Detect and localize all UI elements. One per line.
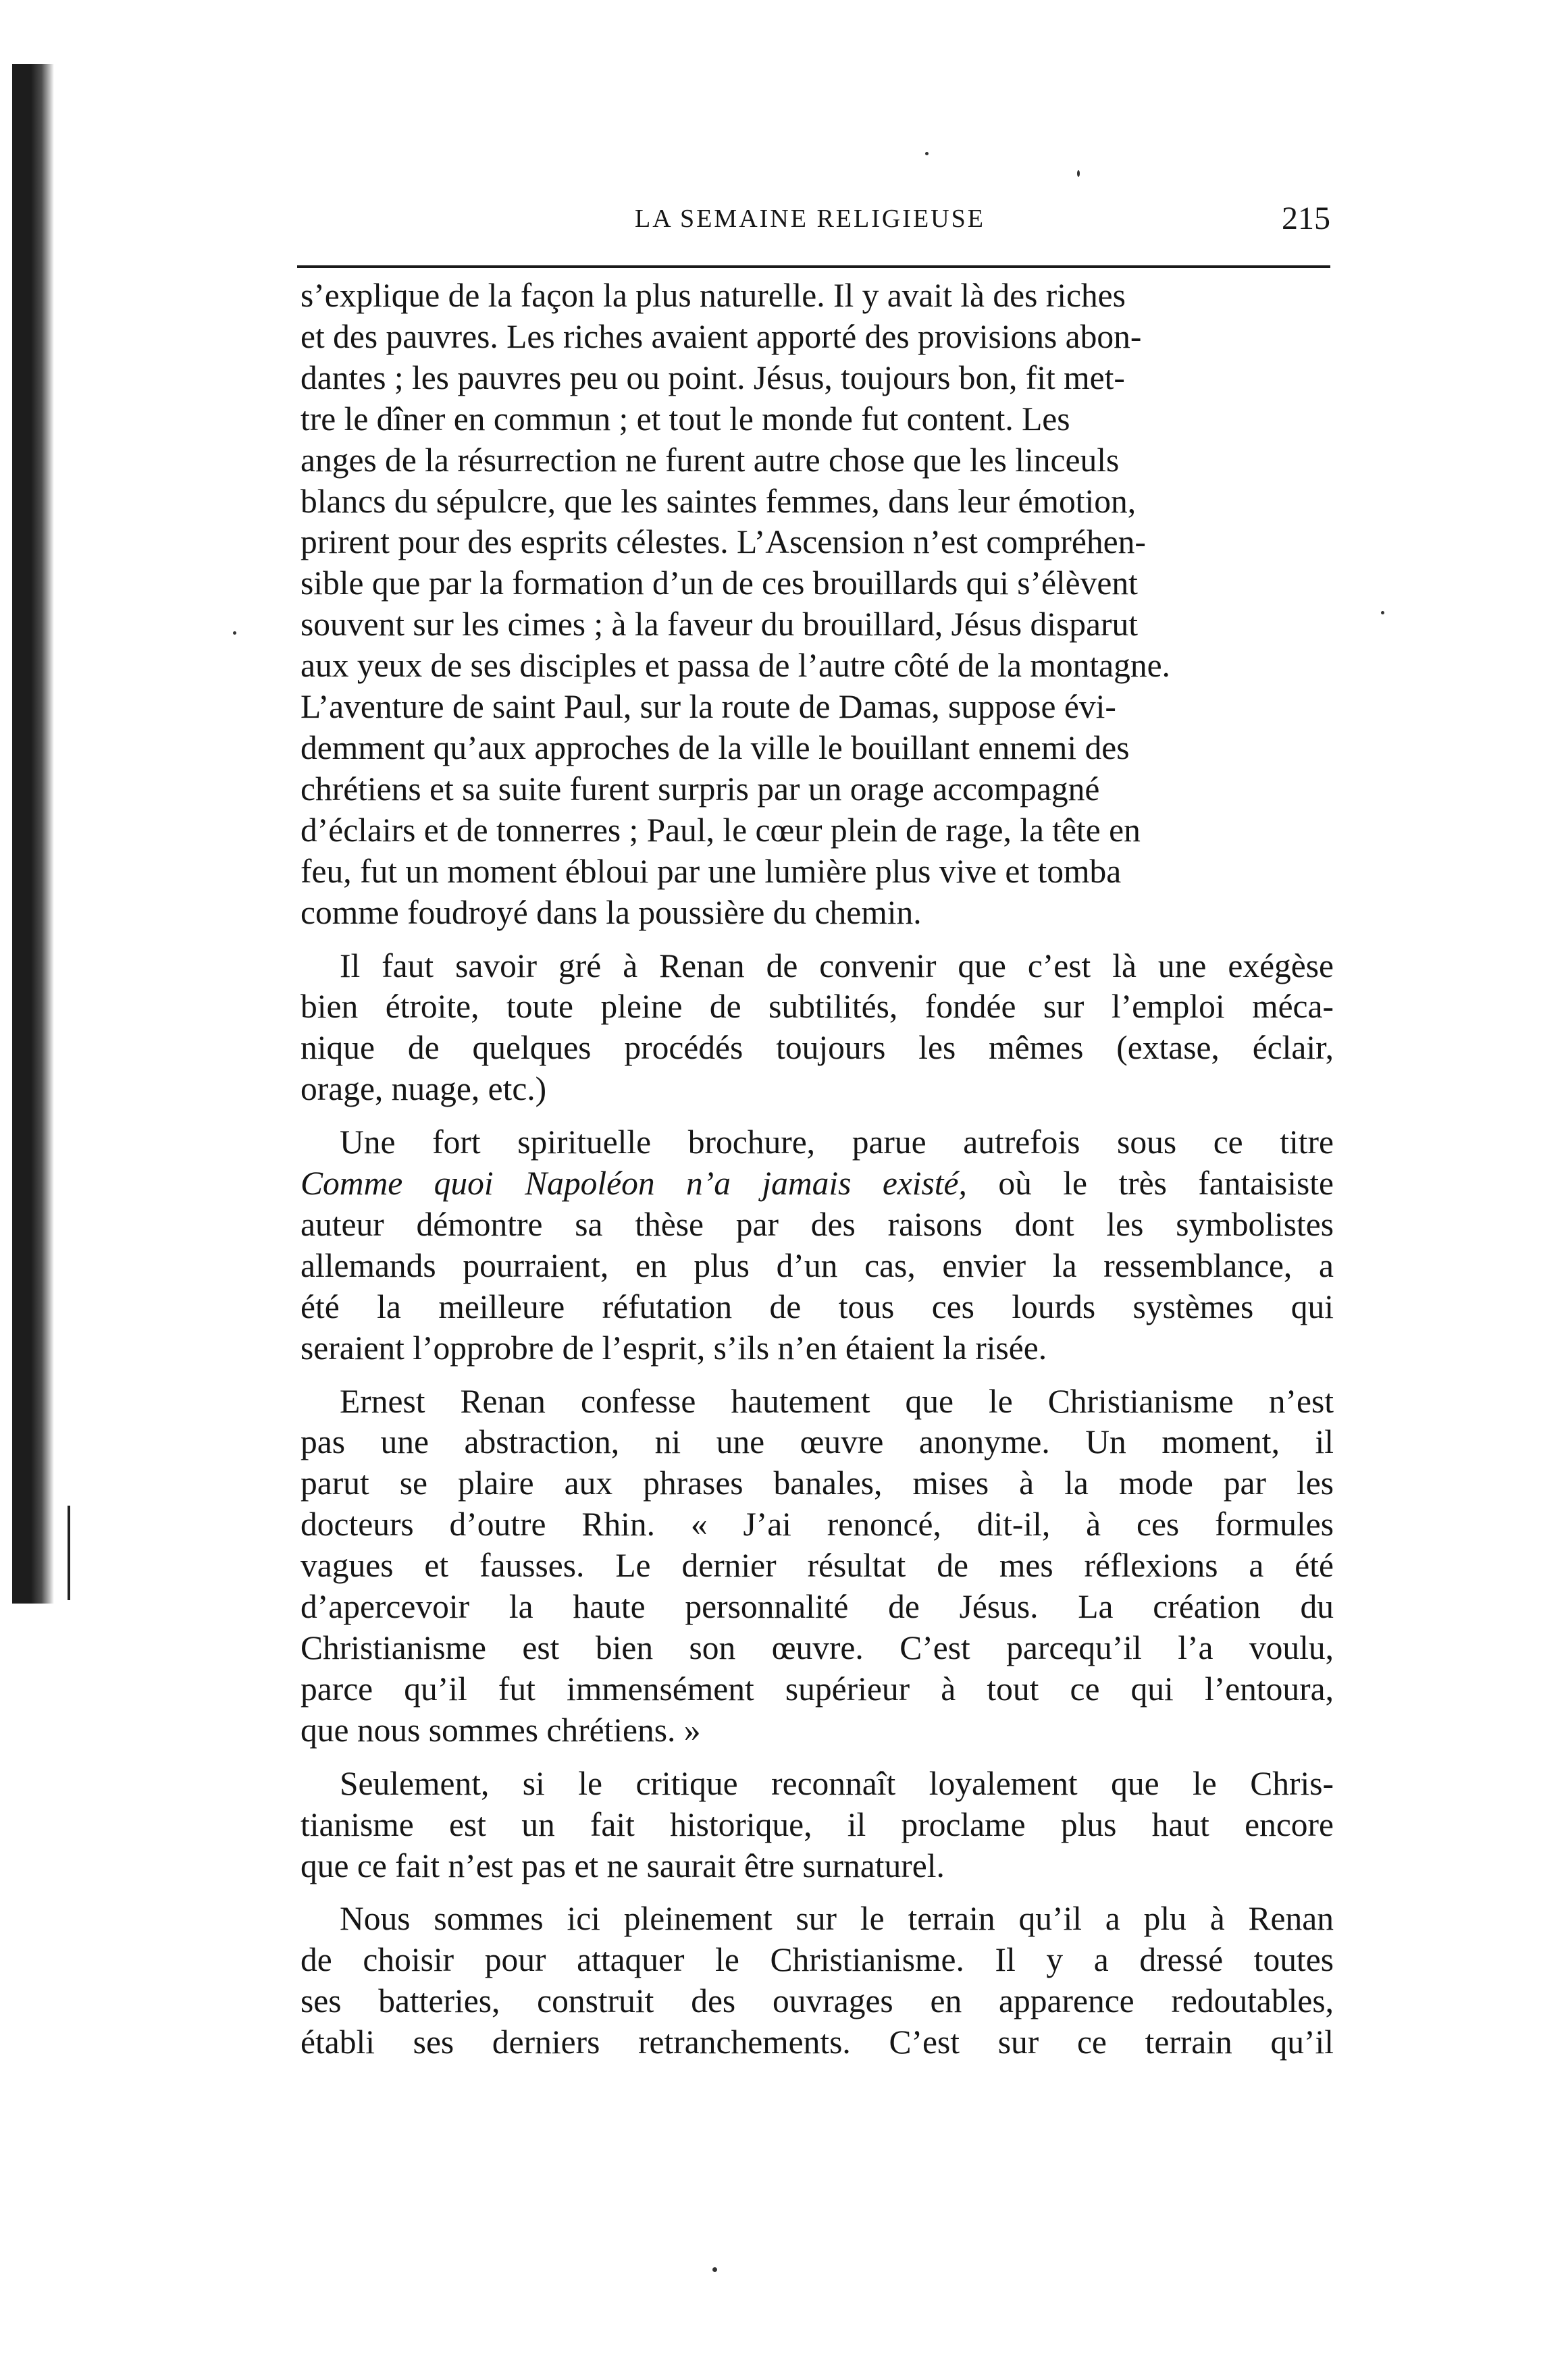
- text-line: d’éclairs et de tonnerres ; Paul, le cœur plein de rage, la tête en: [301, 811, 1141, 849]
- text-line: blancs du sépulcre, que les saintes femmes, dans leur émotion,: [301, 482, 1137, 520]
- text-line: bien étroite, toute pleine de subtilités, fondée sur l’emploi méca-: [301, 988, 1334, 1026]
- book-title: Comme quoi Napoléon n’a jamais existé,: [301, 1165, 967, 1202]
- text-line: que nous sommes chrétiens. »: [301, 1711, 701, 1749]
- scan-edge-mark: [68, 1506, 70, 1600]
- scan-speck: [1077, 170, 1080, 177]
- scan-edge-shadow: [12, 64, 54, 1604]
- paragraph-3: [301, 1122, 1334, 1369]
- scan-speck: [1381, 611, 1384, 614]
- text-line: allemands pourraient, en plus d’un cas, envier la ressemblance, a: [301, 1246, 1334, 1284]
- text-line: feu, fut un moment ébloui par une lumière plus vive et tomba: [301, 852, 1122, 890]
- paragraph-4: [301, 1381, 1334, 1751]
- text-line: orage, nuage, etc.): [301, 1070, 547, 1108]
- text-line: souvent sur les cimes ; à la faveur du brouillard, Jésus disparut: [301, 606, 1138, 643]
- text-line: demment qu’aux approches de la ville le bouillant ennemi des: [301, 729, 1130, 766]
- text-line: Une fort spirituelle brochure, parue autrefois sous ce titre: [340, 1123, 1334, 1161]
- text-line: Il faut savoir gré à Renan de convenir que c’est là une exégèse: [340, 947, 1334, 984]
- text-line: vagues et fausses. Le dernier résultat de mes réflexions a été: [301, 1547, 1334, 1585]
- text-fragment: où le très fantaisiste: [966, 1165, 1334, 1202]
- text-line: chrétiens et sa suite furent surpris par un orage accompagné: [301, 770, 1100, 808]
- text-line: ses batteries, construit des ouvrages en apparence redoutables,: [301, 1982, 1334, 2020]
- page-header: [297, 201, 1330, 244]
- text-line: été la meilleure réfutation de tous ces lourds systèmes qui: [301, 1288, 1334, 1325]
- text-line: pas une abstraction, ni une œuvre anonyme. Un moment, il: [301, 1423, 1334, 1461]
- paragraph-2: [301, 946, 1334, 1111]
- text-line: Nous sommes ici pleinement sur le terrain qu’il a plu à Renan: [340, 1900, 1334, 1938]
- text-line: et des pauvres. Les riches avaient apporté des provisions abon-: [301, 317, 1142, 355]
- text-line: anges de la résurrection ne furent autre chose que les linceuls: [301, 441, 1120, 479]
- text-line: nique de quelques procédés toujours les mêmes (extase, éclair,: [301, 1029, 1334, 1067]
- scan-speck: [233, 631, 236, 635]
- text-line: tre le dîner en commun ; et tout le monde fut content. Les: [301, 400, 1070, 438]
- paragraph-5: [301, 1764, 1334, 1887]
- paragraph-6: [301, 1899, 1334, 2063]
- text-line: de choisir pour attaquer le Christianisme. Il y a dressé toutes: [301, 1941, 1334, 1979]
- page-body: [301, 275, 1334, 2063]
- text-line: d’apercevoir la haute personnalité de Jésus. La création du: [301, 1588, 1334, 1626]
- header-rule: [297, 265, 1330, 268]
- scan-speck: [925, 152, 929, 155]
- page-number: 215: [1282, 201, 1330, 236]
- text-line: sible que par la formation d’un de ces brouillards qui s’élèvent: [301, 564, 1138, 602]
- text-line: s’explique de la façon la plus naturelle. Il y avait là des riches: [301, 277, 1126, 314]
- text-line: Ernest Renan confesse hautement que le Christianisme n’est: [340, 1382, 1334, 1420]
- text-line: [301, 1163, 1334, 1205]
- text-line: docteurs d’outre Rhin. « J’ai renoncé, dit-il, à ces formules: [301, 1506, 1334, 1543]
- text-line: prirent pour des esprits célestes. L’Ascension n’est compréhen-: [301, 523, 1146, 561]
- paragraph-1: [301, 275, 1334, 934]
- text-line: que ce fait n’est pas et ne saurait être surnaturel.: [301, 1847, 945, 1884]
- text-line: dantes ; les pauvres peu ou point. Jésus, toujours bon, fit met-: [301, 359, 1125, 396]
- text-line: tianisme est un fait historique, il proclame plus haut encore: [301, 1805, 1334, 1843]
- text-line: Christianisme est bien son œuvre. C’est parcequ’il l’a voulu,: [301, 1629, 1334, 1666]
- running-head: LA SEMAINE RELIGIEUSE: [635, 205, 985, 233]
- text-line: seraient l’opprobre de l’esprit, s’ils n’en étaient la risée.: [301, 1329, 1047, 1367]
- text-line: comme foudroyé dans la poussière du chemin.: [301, 893, 922, 931]
- text-line: Seulement, si le critique reconnaît loyalement que le Chris-: [340, 1764, 1334, 1802]
- text-line: parut se plaire aux phrases banales, mises à la mode par les: [301, 1464, 1334, 1502]
- text-line: aux yeux de ses disciples et passa de l’autre côté de la montagne.: [301, 647, 1170, 685]
- text-line: établi ses derniers retranchements. C’est sur ce terrain qu’il: [301, 2024, 1334, 2061]
- scan-speck: [712, 2267, 717, 2272]
- text-line: L’aventure de saint Paul, sur la route de Damas, suppose évi-: [301, 688, 1116, 726]
- text-line: parce qu’il fut immensément supérieur à tout ce qui l’entoura,: [301, 1670, 1334, 1708]
- text-line: auteur démontre sa thèse par des raisons dont les symbolistes: [301, 1205, 1334, 1243]
